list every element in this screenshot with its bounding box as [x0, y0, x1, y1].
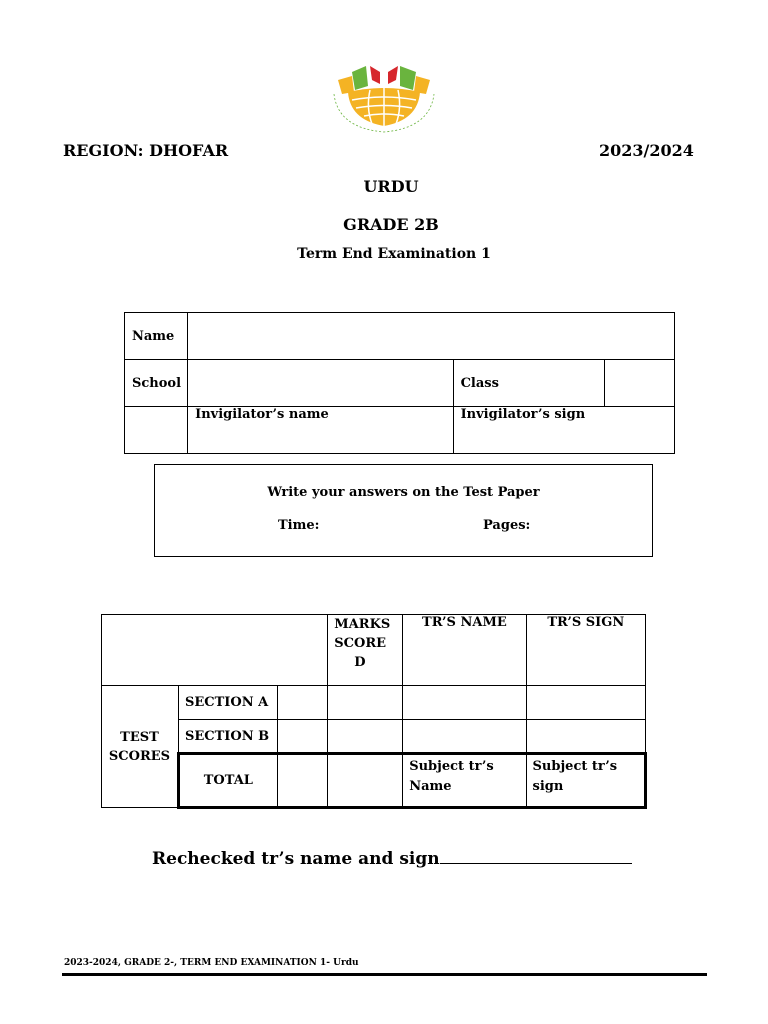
instruction-text: Write your answers on the Test Paper [267, 485, 540, 500]
grade-title: GRADE 2B [343, 215, 439, 234]
subject-tr-sign-line1: Subject tr’s [532, 759, 618, 774]
recheck-line [152, 849, 632, 869]
school-field[interactable] [188, 360, 453, 407]
pages-label: Pages: [483, 518, 531, 533]
total-label: TOTAL [178, 754, 277, 808]
region-heading: REGION: DHOFAR [63, 141, 229, 160]
marks-scored-header [328, 615, 403, 686]
marks-header-line2: SCORE [334, 636, 387, 651]
marks-header-line1: MARKS [334, 617, 391, 632]
section-a-tr-name-cell[interactable] [403, 686, 526, 720]
class-field[interactable] [604, 360, 674, 407]
test-scores-line1: TEST [120, 729, 159, 745]
name-field[interactable] [188, 313, 675, 360]
section-b-score-cell[interactable] [277, 720, 328, 754]
section-a-marks-cell[interactable] [328, 686, 403, 720]
footer-rule [62, 973, 707, 976]
subject-tr-name-cell[interactable] [403, 754, 526, 808]
school-label: School [125, 360, 188, 407]
academic-year: 2023/2024 [599, 141, 694, 160]
subject-tr-name-line1: Subject tr’s [409, 759, 494, 774]
class-label: Class [453, 360, 604, 407]
section-b-marks-cell[interactable] [328, 720, 403, 754]
tr-sign-header: TR’S SIGN [526, 615, 645, 686]
invigilator-name-field[interactable] [188, 407, 453, 454]
test-scores-label [102, 686, 179, 808]
exam-title: Term End Examination 1 [297, 246, 491, 262]
marks-header-line3: D [354, 655, 366, 670]
blank-cell [125, 407, 188, 454]
invigilator-name-label: Invigilator’s name [195, 407, 329, 422]
time-label: Time: [278, 518, 320, 533]
section-b-tr-sign-cell[interactable] [526, 720, 645, 754]
total-marks-cell[interactable] [328, 754, 403, 808]
invigilator-sign-field[interactable] [453, 407, 674, 454]
page-footer: 2023-2024, GRADE 2-, TERM END EXAMINATION 1- Urdu [64, 958, 359, 968]
subject-tr-name-line2: Name [409, 779, 452, 794]
ministry-logo-icon [330, 62, 438, 134]
section-a-label: SECTION A [178, 686, 277, 720]
recheck-label: Rechecked tr’s name and sign [152, 849, 440, 869]
subject-tr-sign-cell[interactable] [526, 754, 645, 808]
recheck-signature-line[interactable] [440, 849, 632, 864]
header-blank-cell [102, 615, 328, 686]
section-a-tr-sign-cell[interactable] [526, 686, 645, 720]
section-b-label: SECTION B [178, 720, 277, 754]
instruction-box [154, 464, 653, 557]
total-score-cell[interactable] [277, 754, 328, 808]
test-scores-line2: SCORES [108, 748, 171, 764]
name-label: Name [125, 313, 188, 360]
subject-tr-sign-line2: sign [532, 779, 564, 794]
section-b-tr-name-cell[interactable] [403, 720, 526, 754]
invigilator-sign-label: Invigilator’s sign [460, 407, 586, 422]
scores-table [101, 614, 647, 809]
section-a-score-cell[interactable] [277, 686, 328, 720]
tr-name-header: TR’S NAME [403, 615, 526, 686]
subject-title: URDU [363, 177, 419, 196]
student-info-table [124, 312, 675, 454]
